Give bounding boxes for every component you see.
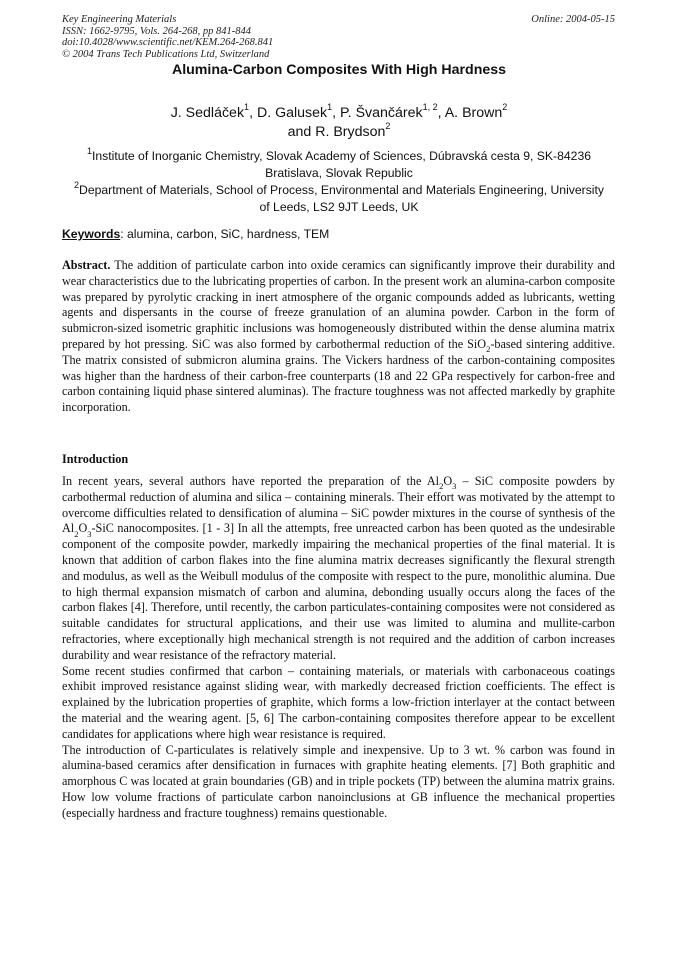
author-name: R. Brydson [315, 124, 386, 140]
subscript: 2 [74, 528, 79, 539]
doi-line: doi:10.4028/www.scientific.net/KEM.264-268.841 [62, 37, 274, 49]
subscript: 2 [486, 344, 491, 355]
affiliation-number: 2 [74, 179, 80, 190]
abstract-text: -based sintering additive. The matrix consisted of submicron alumina grains. The Vickers hardness of the carbon-containing composites was higher than the hardness of their carbon-free counterparts (18 and 22 GPa respectively for carbon-free and carbon containing liquid phase sintered aluminas). The fracture toughness was not affected markedly by graphite incorporation. [62, 336, 616, 415]
paragraph: The introduction of C-particulates is relatively simple and inexpensive. Up to 3 wt. % carbon was found in alumina-based ceramics after densification in furnaces with graphite heating elements. [7] Both graphitic and amorphous C was located at grain boundaries (GB) and in triple pockets (TP) between the alumina matrix grains. How low volume fractions of particulate carbon nanoinclusions at GB influence the mechanical properties (especially hardness and fracture toughness) remains questionable. [62, 742, 615, 820]
author-name: P. Švančárek [340, 105, 423, 121]
subscript: 3 [87, 528, 92, 539]
affiliation-line: Bratislava, Slovak Republic [265, 165, 413, 180]
author-name: A. Brown [444, 105, 503, 121]
abstract-label: Abstract. [62, 258, 111, 272]
text-run: In recent years, several authors have reported the preparation of the Al [62, 474, 440, 488]
affiliation-line: Department of Materials, School of Process, Environmental and Materials Engineering, University [79, 183, 604, 197]
keywords-line [62, 226, 616, 242]
journal-header [62, 14, 273, 60]
paragraph [62, 474, 615, 664]
paragraph: Some recent studies confirmed that carbon – containing materials, or materials with carbonaceous coatings exhibit improved resistance against sliding wear, with markedly decreased friction coefficients. The effect is explained by the lubrication properties of graphite, which forms a low-friction interlayer at the contact between the material and the wearing agent. [5, 6] The carbon-containing composites therefore appear to be excellent candidates for applications where high wear resistance is required. [62, 663, 615, 741]
introduction-body [62, 474, 615, 822]
abstract [62, 258, 615, 416]
subscript: 3 [452, 481, 457, 492]
affiliation-number: 1 [86, 145, 92, 156]
text-run: – SiC composite powders by carbothermal reduction of alumina and silica – containing minerals. Their effort was motivated by the attempt to overcome difficulties related to densification of alumina – SiC powder mixtures in the course of synthesis of the Al [62, 474, 615, 536]
author-affiliation-mark: 1 [244, 102, 250, 113]
text-run: -SiC nanocomposites. [1 - 3] In all the attempts, free unreacted carbon has been quoted as the undesirable component of the composite powder, markedly impairing the mechanical properties of the final material. It is known that addition of carbon flakes into the fine alumina matrix decreases significantly the flexural strength and modulus, as well as the Weibull modulus of the composite with respect to the pure, monolithic alumina. Due to high thermal expansion mismatch of carbon and alumina, debonding usually occurs along the faces of the carbon flakes [4]. Therefore, until recently, the carbon particulates-containing composites were not considered as suitable candidates for structural applications, and their use was limited to alumina and mullite-carbon refractories, where exceptionally high mechanical strength is not required and the addition of carbon increases durability and wear resistance of the refractory material. [62, 521, 615, 662]
text-run: O [443, 474, 453, 488]
abstract-text: The addition of particulate carbon into oxide ceramics can significantly improve their durability and wear characteristics due to the lubricating properties of carbon. In the present work an alumina-carbon composite was prepared by pyrolytic cracking in inert atmosphere of the organic compounds added as lubricants, wetting agents and dispersants in the course of freeze granulation of an alumina powder. Carbon in the form of submicron-sized isometric graphitic inclusions was homogeneously distributed within the dense alumina matrix prepared by hot pressing. SiC was also formed by carbothermal reduction of the SiO [62, 258, 615, 351]
author-separator: and [287, 124, 316, 140]
author-separator: , [332, 105, 341, 121]
author-name: J. Sedláček [170, 105, 245, 121]
author-name: D. Galusek [256, 105, 328, 121]
section-heading-introduction: Introduction [62, 452, 129, 466]
author-separator: , [437, 105, 445, 121]
keywords-text: : alumina, carbon, SiC, hardness, TEM [120, 227, 330, 241]
author-affiliation-mark: 1, 2 [422, 102, 438, 113]
author-separator: , [249, 105, 257, 121]
subscript: 2 [439, 481, 444, 492]
affiliation-line: Institute of Inorganic Chemistry, Slovak Academy of Sciences, Dúbravská cesta 9, SK-84236 [91, 149, 592, 163]
affiliation-line: of Leeds, LS2 9JT Leeds, UK [259, 199, 419, 214]
author-affiliation-mark: 2 [385, 121, 391, 132]
affiliation-2 [62, 179, 616, 215]
journal-name: Key Engineering Materials [62, 14, 177, 25]
issn-line: ISSN: 1662-9795, Vols. 264-268, pp 841-844 [62, 25, 251, 37]
author-list [62, 104, 616, 142]
affiliation-1 [62, 145, 616, 181]
author-affiliation-mark: 2 [502, 102, 508, 113]
paper-title: Alumina-Carbon Composites With High Hardness [171, 62, 507, 78]
text-run: O [78, 521, 88, 536]
online-date: Online: 2004-05-15 [531, 14, 615, 25]
author-affiliation-mark: 1 [327, 102, 333, 113]
keywords-label: Keywords [62, 227, 121, 241]
copyright-line: © 2004 Trans Tech Publications Ltd, Switzerland [62, 48, 270, 60]
